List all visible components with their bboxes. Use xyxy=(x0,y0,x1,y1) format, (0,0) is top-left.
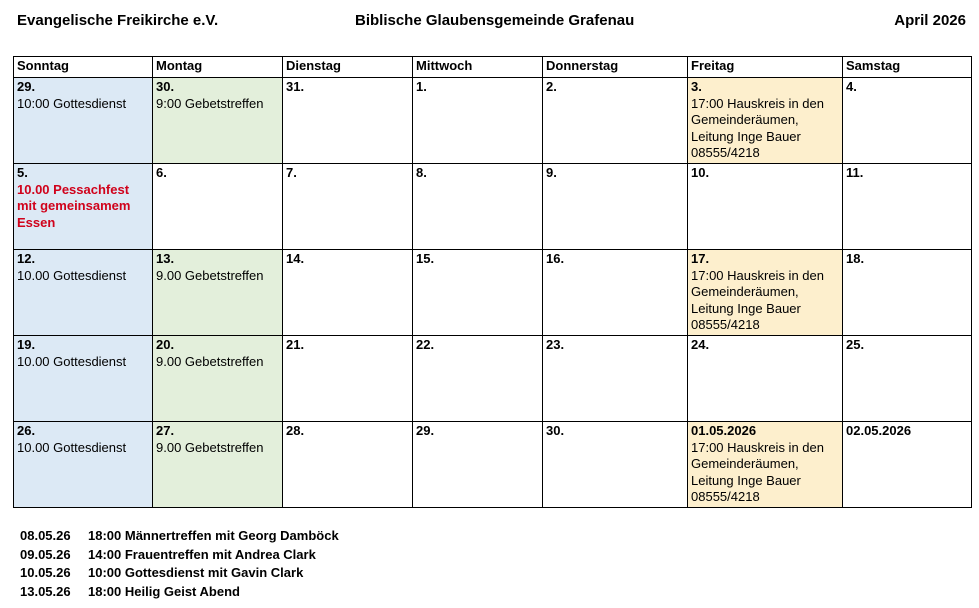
day-number: 10. xyxy=(691,165,710,180)
upcoming-events-list xyxy=(20,527,339,601)
event-text: 9.00 Gebetstreffen xyxy=(156,439,264,455)
day-number: 15. xyxy=(416,251,435,266)
day-number: 26. xyxy=(17,423,36,438)
day-number: 22. xyxy=(416,337,435,352)
event-text: 17:00 Hauskreis in den Gemeinderäumen, Leitung Inge Bauer 08555/4218 xyxy=(691,439,824,504)
day-cell xyxy=(283,250,413,336)
weekday-monday: Montag xyxy=(153,57,283,78)
day-cell xyxy=(14,422,153,508)
day-number: 9. xyxy=(546,165,557,180)
day-cell xyxy=(543,78,688,164)
day-cell xyxy=(153,336,283,422)
day-number: 29. xyxy=(416,423,435,438)
upcoming-event xyxy=(20,583,339,602)
weekday-header-row xyxy=(14,57,972,78)
day-number: 11. xyxy=(846,165,864,180)
weekday-friday: Freitag xyxy=(688,57,843,78)
day-cell xyxy=(283,422,413,508)
event-text: 9.00 Gebetstreffen xyxy=(156,353,264,369)
upcoming-event xyxy=(20,546,339,565)
upcoming-event-text: 18:00 Heilig Geist Abend xyxy=(88,583,240,599)
event-text: 17:00 Hauskreis in den Gemeinderäumen, Leitung Inge Bauer 08555/4218 xyxy=(691,95,824,160)
day-number: 3. xyxy=(691,79,702,94)
day-number: 19. xyxy=(17,337,36,352)
weekday-tuesday: Dienstag xyxy=(283,57,413,78)
day-cell xyxy=(14,78,153,164)
day-cell xyxy=(843,336,972,422)
day-number: 24. xyxy=(691,337,710,352)
day-number: 17. xyxy=(691,251,710,266)
event-text: 10.00 Gottesdienst xyxy=(17,353,127,369)
week-row-4 xyxy=(14,336,972,422)
day-number: 31. xyxy=(286,79,305,94)
week-row-3 xyxy=(14,250,972,336)
day-number: 25. xyxy=(846,337,865,352)
week-row-2 xyxy=(14,164,972,250)
weekday-thursday: Donnerstag xyxy=(543,57,688,78)
day-number: 21. xyxy=(286,337,305,352)
day-cell xyxy=(153,250,283,336)
event-text: 10.00 Gottesdienst xyxy=(17,267,127,283)
event-text-highlight: 10.00 Pessachfest mit gemeinsamem Essen xyxy=(17,181,131,230)
weekday-wednesday: Mittwoch xyxy=(413,57,543,78)
day-cell xyxy=(843,164,972,250)
day-cell xyxy=(543,164,688,250)
day-cell xyxy=(688,336,843,422)
calendar-grid xyxy=(13,56,972,508)
weekday-sunday: Sonntag xyxy=(14,57,153,78)
day-cell xyxy=(543,336,688,422)
day-cell xyxy=(843,422,972,508)
day-number: 01.05.2026 xyxy=(691,423,757,438)
upcoming-event-date: 09.05.26 xyxy=(20,546,71,562)
day-cell xyxy=(283,78,413,164)
day-number: 30. xyxy=(546,423,565,438)
day-cell xyxy=(688,164,843,250)
day-number: 18. xyxy=(846,251,865,266)
upcoming-event-text: 18:00 Männertreffen mit Georg Damböck xyxy=(88,528,339,543)
day-cell xyxy=(413,78,543,164)
event-text: 10:00 Gottesdienst xyxy=(17,95,127,111)
day-cell xyxy=(153,78,283,164)
day-cell xyxy=(413,164,543,250)
event-text: 10.00 Gottesdienst xyxy=(17,439,127,455)
upcoming-event-date: 10.05.26 xyxy=(20,565,71,580)
day-cell xyxy=(14,250,153,336)
day-cell xyxy=(283,336,413,422)
upcoming-event-text: 14:00 Frauentreffen mit Andrea Clark xyxy=(88,546,316,562)
day-number: 8. xyxy=(416,165,427,180)
day-cell xyxy=(14,164,153,250)
day-number: 7. xyxy=(286,165,297,180)
day-cell xyxy=(153,422,283,508)
upcoming-event-text: 10:00 Gottesdienst mit Gavin Clark xyxy=(88,565,304,580)
day-cell xyxy=(843,250,972,336)
day-number: 12. xyxy=(17,251,36,266)
day-number: 5. xyxy=(17,165,28,180)
day-number: 1. xyxy=(416,79,427,94)
day-number: 4. xyxy=(846,79,857,94)
day-number: 14. xyxy=(286,251,305,266)
day-number: 23. xyxy=(546,337,565,352)
day-number: 02.05.2026 xyxy=(846,423,912,438)
week-row-1 xyxy=(14,78,972,164)
event-text: 9.00 Gebetstreffen xyxy=(156,267,264,283)
day-cell xyxy=(543,422,688,508)
day-cell xyxy=(14,336,153,422)
day-cell xyxy=(283,164,413,250)
day-cell xyxy=(413,250,543,336)
upcoming-event xyxy=(20,564,339,583)
day-cell xyxy=(688,250,843,336)
month-label: April 2026 xyxy=(894,12,966,29)
day-number: 20. xyxy=(156,337,175,352)
week-row-5 xyxy=(14,422,972,508)
day-number: 6. xyxy=(156,165,167,180)
day-cell xyxy=(413,422,543,508)
day-number: 27. xyxy=(156,423,175,438)
org-name: Evangelische Freikirche e.V. xyxy=(17,12,219,29)
event-text: 17:00 Hauskreis in den Gemeinderäumen, Leitung Inge Bauer 08555/4218 xyxy=(691,267,824,332)
day-number: 29. xyxy=(17,79,36,94)
day-cell xyxy=(688,78,843,164)
day-number: 16. xyxy=(546,251,565,266)
day-cell xyxy=(843,78,972,164)
day-number: 13. xyxy=(156,251,175,266)
day-number: 28. xyxy=(286,423,305,438)
day-number: 2. xyxy=(546,79,557,94)
day-number: 30. xyxy=(156,79,175,94)
upcoming-event-date: 13.05.26 xyxy=(20,583,71,599)
day-cell xyxy=(413,336,543,422)
day-cell xyxy=(688,422,843,508)
upcoming-event xyxy=(20,527,339,546)
event-text: 9:00 Gebetstreffen xyxy=(156,95,264,111)
page-title: Biblische Glaubensgemeinde Grafenau xyxy=(355,12,635,29)
upcoming-event-date: 08.05.26 xyxy=(20,528,71,543)
weekday-saturday: Samstag xyxy=(843,57,972,78)
day-cell xyxy=(543,250,688,336)
day-cell xyxy=(153,164,283,250)
